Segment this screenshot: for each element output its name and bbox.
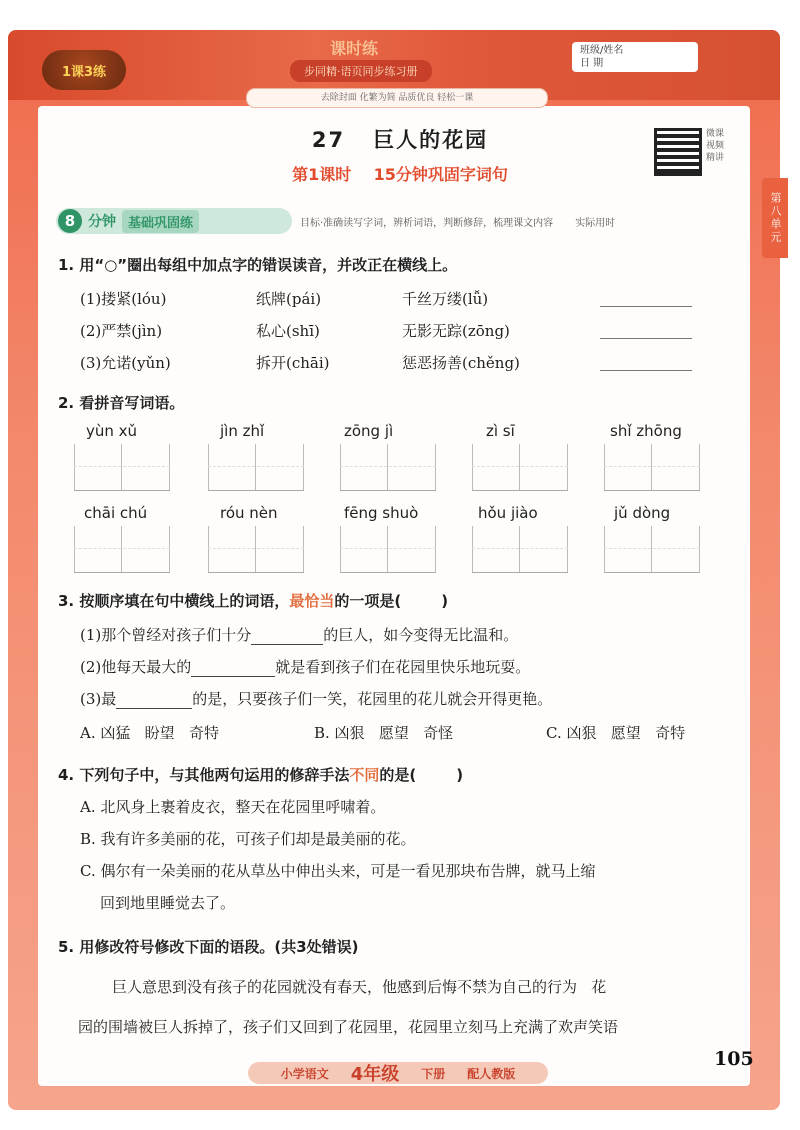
emphasis-text: 最恰当 bbox=[289, 592, 335, 610]
q1-item[interactable]: 纸牌(pái) bbox=[256, 290, 322, 308]
q1-item[interactable]: (2)严禁(jìn) bbox=[80, 322, 163, 340]
q4-option-c-cont: 回到地里睡觉去了。 bbox=[100, 894, 236, 912]
qr-label: 微课视频精讲 bbox=[706, 129, 725, 163]
section-name: 基础巩固练 bbox=[122, 210, 199, 233]
pinyin-label: hǒu jiào bbox=[478, 504, 538, 522]
q4-option-b[interactable]: B. 我有许多美丽的花，可孩子们却是最美丽的花。 bbox=[80, 830, 416, 848]
lesson-name: 巨人的花园 bbox=[373, 128, 489, 152]
q4-option-c[interactable]: C. 偶尔有一朵美丽的花从草丛中伸出头来，可是一看见那块布告牌，就马上缩 bbox=[80, 862, 596, 880]
paragraph-line-1[interactable]: 巨人意思到没有孩子的花园就没有春天，他感到后悔不禁为自己的行为 花 bbox=[112, 978, 607, 996]
q3-sentence-2: (2)他每天最大的 就是看到孩子们在花园里快乐地玩耍。 bbox=[80, 658, 531, 676]
q1-item[interactable]: 私心(shī) bbox=[256, 322, 320, 340]
q3-option-a[interactable]: A. 凶猛 盼望 奇特 bbox=[80, 724, 219, 742]
footer-subject: 小学语文 bbox=[280, 1066, 329, 1081]
series-logo: 1课3练 bbox=[42, 50, 126, 90]
section-goal: 目标·准确读写字词，辨析词语，判断修辞，梳理课文内容 实际用时 bbox=[300, 218, 616, 229]
pinyin-label: fēng shuò bbox=[344, 504, 419, 522]
series-title: 课时练 bbox=[330, 39, 379, 58]
pinyin-label: shǐ zhōng bbox=[610, 422, 682, 440]
footer-grade: 4年级 bbox=[350, 1064, 400, 1085]
emphasis-text: 不同 bbox=[349, 766, 380, 784]
q3-option-c[interactable]: C. 凶狠 愿望 奇特 bbox=[546, 724, 686, 742]
question-5-prompt: 5. 用修改符号修改下面的语段。(共3处错误) bbox=[58, 938, 359, 956]
q1-item[interactable]: (1)搂紧(lóu) bbox=[80, 290, 167, 308]
student-info-box bbox=[572, 42, 698, 72]
minutes-number: 8 bbox=[58, 209, 82, 233]
q1-answer-line[interactable] bbox=[600, 338, 692, 339]
q3-option-b[interactable]: B. 凶狠 愿望 奇怪 bbox=[314, 724, 454, 742]
pinyin-label: chāi chú bbox=[84, 504, 148, 522]
question-4-prompt: 4. 下列句子中，与其他两句运用的修辞手法不同的是( ) bbox=[58, 766, 464, 784]
footer-term: 下册 bbox=[421, 1066, 446, 1081]
unit-side-tab: 第八单元 bbox=[762, 178, 788, 258]
pinyin-label: zì sī bbox=[486, 422, 515, 440]
pinyin-label: zōng jì bbox=[344, 422, 394, 440]
section-badge bbox=[56, 208, 292, 234]
pinyin-label: jìn zhǐ bbox=[220, 422, 265, 440]
lesson-session: 第1课时 15分钟巩固字词句 bbox=[292, 165, 508, 184]
minutes-unit: 分钟 bbox=[88, 214, 116, 230]
q1-item[interactable]: 拆开(chāi) bbox=[256, 354, 330, 372]
q1-item[interactable]: 惩恶扬善(chěng) bbox=[402, 354, 520, 372]
student-name-label: 班级/姓名 bbox=[580, 45, 624, 56]
q1-item[interactable]: (3)允诺(yǔn) bbox=[80, 354, 171, 372]
fill-blank[interactable] bbox=[251, 626, 323, 645]
writing-grid[interactable] bbox=[74, 526, 170, 573]
q4-option-a[interactable]: A. 北风身上裹着皮衣，整天在花园里呼啸着。 bbox=[80, 798, 386, 816]
writing-grid[interactable] bbox=[208, 526, 304, 573]
pinyin-label: yùn xǔ bbox=[86, 422, 138, 440]
fill-blank[interactable] bbox=[116, 690, 192, 709]
q1-answer-line[interactable] bbox=[600, 370, 692, 371]
series-subtitle: 步同精·语页同步练习册 bbox=[290, 60, 432, 82]
footer-bar bbox=[248, 1062, 548, 1084]
pinyin-label: jǔ dòng bbox=[614, 504, 671, 522]
writing-grid[interactable] bbox=[208, 444, 304, 491]
q1-item[interactable]: 千丝万缕(lǚ) bbox=[402, 290, 489, 308]
writing-grid[interactable] bbox=[472, 444, 568, 491]
writing-grid[interactable] bbox=[472, 526, 568, 573]
paragraph-line-2[interactable]: 园的围墙被巨人拆掉了，孩子们又回到了花园里，花园里立刻马上充满了欢声笑语 bbox=[78, 1018, 619, 1036]
writing-grid[interactable] bbox=[340, 526, 436, 573]
page-number: 105 bbox=[714, 1048, 754, 1070]
slogan-bar: 去除封面 化繁为简 品质优良 轻松一课 bbox=[246, 88, 548, 108]
footer-edition: 配人教版 bbox=[467, 1066, 516, 1081]
q3-sentence-3: (3)最 的是，只要孩子们一笑，花园里的花儿就会开得更艳。 bbox=[80, 690, 553, 708]
writing-grid[interactable] bbox=[74, 444, 170, 491]
q1-answer-line[interactable] bbox=[600, 306, 692, 307]
date-label: 日 期 bbox=[580, 58, 604, 69]
writing-grid[interactable] bbox=[340, 444, 436, 491]
writing-grid[interactable] bbox=[604, 526, 700, 573]
fill-blank[interactable] bbox=[191, 658, 275, 677]
writing-grid[interactable] bbox=[604, 444, 700, 491]
question-2-prompt: 2. 看拼音写词语。 bbox=[58, 394, 185, 412]
q3-sentence-1: (1)那个曾经对孩子们十分 的巨人，如今变得无比温和。 bbox=[80, 626, 519, 644]
qr-code-icon[interactable] bbox=[654, 128, 702, 176]
question-3-prompt: 3. 按顺序填在句中横线上的词语，最恰当的一项是( ) bbox=[58, 592, 449, 610]
pinyin-label: róu nèn bbox=[220, 504, 278, 522]
q1-item[interactable]: 无影无踪(zōng) bbox=[402, 322, 510, 340]
question-1-prompt: 1. 用“○”圈出每组中加点字的错误读音，并改正在横线上。 bbox=[58, 256, 458, 274]
lesson-number: 27 bbox=[311, 128, 346, 152]
